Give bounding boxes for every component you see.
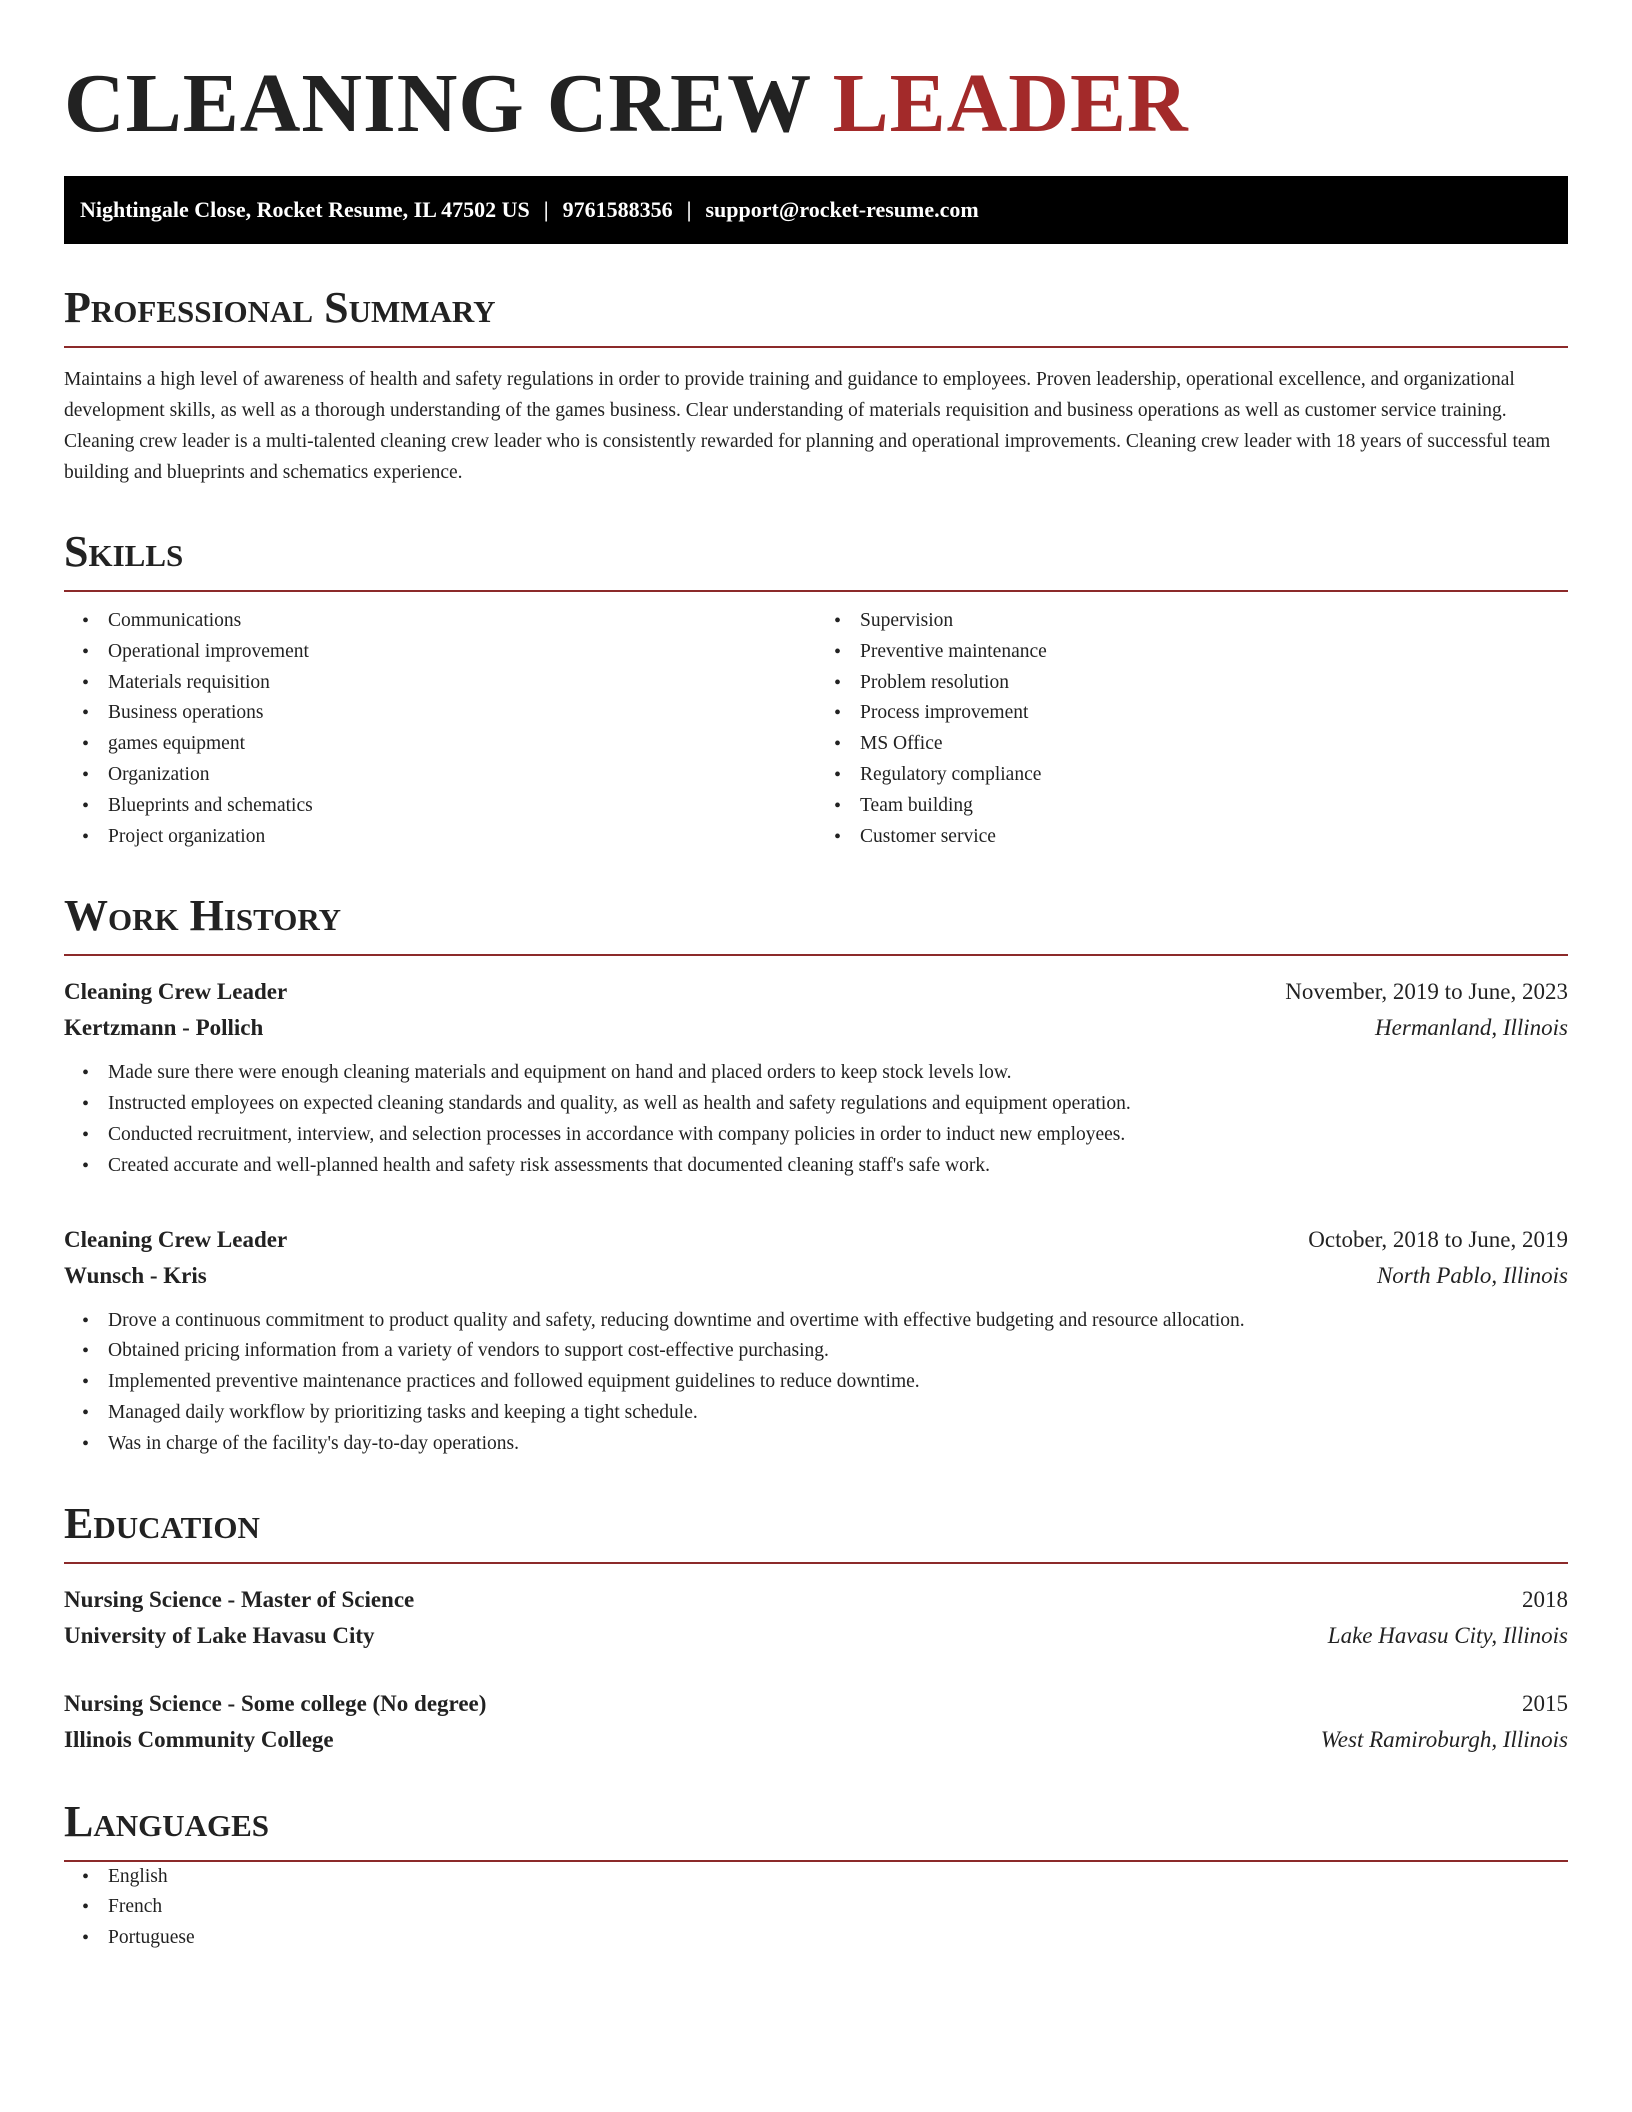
summary-text: Maintains a high level of awareness of health and safety regulations in order to provide training and guidance to employees. Proven leadership, operational excellence, and organizational development skills, as well as a thorough understanding of the games business. Clear understanding of materials requisition and business operations as well as customer service training. Cleaning crew leader is a multi-talented cleaning crew leader who is consistently rewarded for planning and operational improvements. Cleaning crew leader with 18 years of successful team building and blueprints and schematics experience. — [64, 369, 1551, 483]
skill-item: • MS Office — [860, 729, 1568, 760]
languages-section — [64, 1796, 1568, 1954]
job-duties-list — [64, 1058, 1568, 1181]
contact-separator: | — [686, 197, 692, 222]
contact-separator: | — [543, 197, 549, 222]
education-degree: Nursing Science - Master of Science — [64, 1586, 415, 1612]
education-location: West Ramiroburgh, Illinois — [1320, 1726, 1568, 1752]
job-header-row — [64, 1222, 1568, 1258]
name-main: CLEANING CREW — [64, 57, 811, 150]
job-entry — [64, 974, 1568, 1181]
skill-item: • Blueprints and schematics — [108, 791, 816, 822]
contact-address: Nightingale Close, Rocket Resume, IL 47502 US — [80, 197, 530, 222]
job-duty: • Drove a continuous commitment to product quality and safety, reducing downtime and overtime with effective budgeting and resource allocation. — [108, 1306, 1568, 1337]
resume-name — [64, 0, 1568, 176]
section-title-work-history: Work History — [64, 890, 1568, 956]
education-year: 2015 — [1522, 1690, 1568, 1716]
education-section — [64, 1498, 1568, 1758]
job-duty: • Implemented preventive maintenance practices and followed equipment guidelines to reduce downtime. — [108, 1367, 1568, 1398]
skill-item: • Business operations — [108, 698, 816, 729]
contact-phone: 9761588356 — [562, 197, 673, 222]
job-header-row — [64, 974, 1568, 1010]
section-title-summary: Professional Summary — [64, 282, 1568, 348]
summary-section — [64, 282, 1568, 488]
skill-item: • Materials requisition — [108, 668, 816, 699]
work-history-section — [64, 890, 1568, 1459]
job-duty: • Conducted recruitment, interview, and selection processes in accordance with company policies in order to induct new employees. — [108, 1120, 1568, 1151]
education-school-row — [64, 1618, 1568, 1654]
skill-item: • Communications — [108, 606, 816, 637]
skills-column-right — [816, 606, 1568, 852]
skill-item: • Problem resolution — [860, 668, 1568, 699]
education-school: University of Lake Havasu City — [64, 1622, 375, 1648]
job-company: Wunsch - Kris — [64, 1262, 207, 1288]
language-item: • Portuguese — [108, 1923, 1568, 1954]
job-dates: October, 2018 to June, 2019 — [1308, 1226, 1568, 1252]
skill-item: • Project organization — [108, 822, 816, 853]
language-item: • English — [108, 1862, 1568, 1893]
contact-bar — [64, 176, 1568, 244]
skill-item: • Operational improvement — [108, 637, 816, 668]
job-dates: November, 2019 to June, 2023 — [1285, 979, 1568, 1005]
skills-list-right — [816, 606, 1568, 852]
education-location: Lake Havasu City, Illinois — [1327, 1622, 1568, 1648]
name-accent: LEADER — [832, 57, 1189, 150]
job-duty: • Made sure there were enough cleaning materials and equipment on hand and placed orders to keep stock levels low. — [108, 1058, 1568, 1089]
section-title-languages: Languages — [64, 1796, 1568, 1862]
skill-item: • Team building — [860, 791, 1568, 822]
job-duty: • Obtained pricing information from a variety of vendors to support cost-effective purchasing. — [108, 1336, 1568, 1367]
job-company-row — [64, 1258, 1568, 1294]
education-entry — [64, 1582, 1568, 1654]
skills-column-left — [64, 606, 816, 852]
education-degree: Nursing Science - Some college (No degree) — [64, 1690, 487, 1716]
skill-item: • Regulatory compliance — [860, 760, 1568, 791]
skill-item: • Customer service — [860, 822, 1568, 853]
job-role: Cleaning Crew Leader — [64, 979, 288, 1005]
skill-item: • Preventive maintenance — [860, 637, 1568, 668]
skill-item: • Organization — [108, 760, 816, 791]
job-duty: • Created accurate and well-planned health and safety risk assessments that documented cleaning staff's safe work. — [108, 1151, 1568, 1182]
skill-item: • Process improvement — [860, 698, 1568, 729]
language-item: • French — [108, 1892, 1568, 1923]
job-duty: • Managed daily workflow by prioritizing tasks and keeping a tight schedule. — [108, 1398, 1568, 1429]
job-entry — [64, 1222, 1568, 1460]
job-company-row — [64, 1010, 1568, 1046]
skills-list-left — [64, 606, 816, 852]
languages-list — [64, 1862, 1568, 1954]
contact-email: support@rocket-resume.com — [705, 197, 979, 222]
job-role: Cleaning Crew Leader — [64, 1226, 288, 1252]
skills-grid — [64, 606, 1568, 852]
skill-item: • Supervision — [860, 606, 1568, 637]
job-duties-list — [64, 1306, 1568, 1460]
job-location: Hermanland, Illinois — [1375, 1015, 1568, 1041]
job-duty: • Was in charge of the facility's day-to-day operations. — [108, 1429, 1568, 1460]
section-title-education: Education — [64, 1498, 1568, 1564]
education-degree-row — [64, 1686, 1568, 1722]
education-school: Illinois Community College — [64, 1726, 334, 1752]
education-year: 2018 — [1522, 1586, 1568, 1612]
education-school-row — [64, 1722, 1568, 1758]
skill-item: • games equipment — [108, 729, 816, 760]
education-degree-row — [64, 1582, 1568, 1618]
job-duty: • Instructed employees on expected cleaning standards and quality, as well as health and safety regulations and equipment operation. — [108, 1089, 1568, 1120]
skills-section — [64, 526, 1568, 852]
section-title-skills: Skills — [64, 526, 1568, 592]
job-location: North Pablo, Illinois — [1376, 1262, 1568, 1288]
education-entry — [64, 1686, 1568, 1758]
job-company: Kertzmann - Pollich — [64, 1015, 264, 1041]
